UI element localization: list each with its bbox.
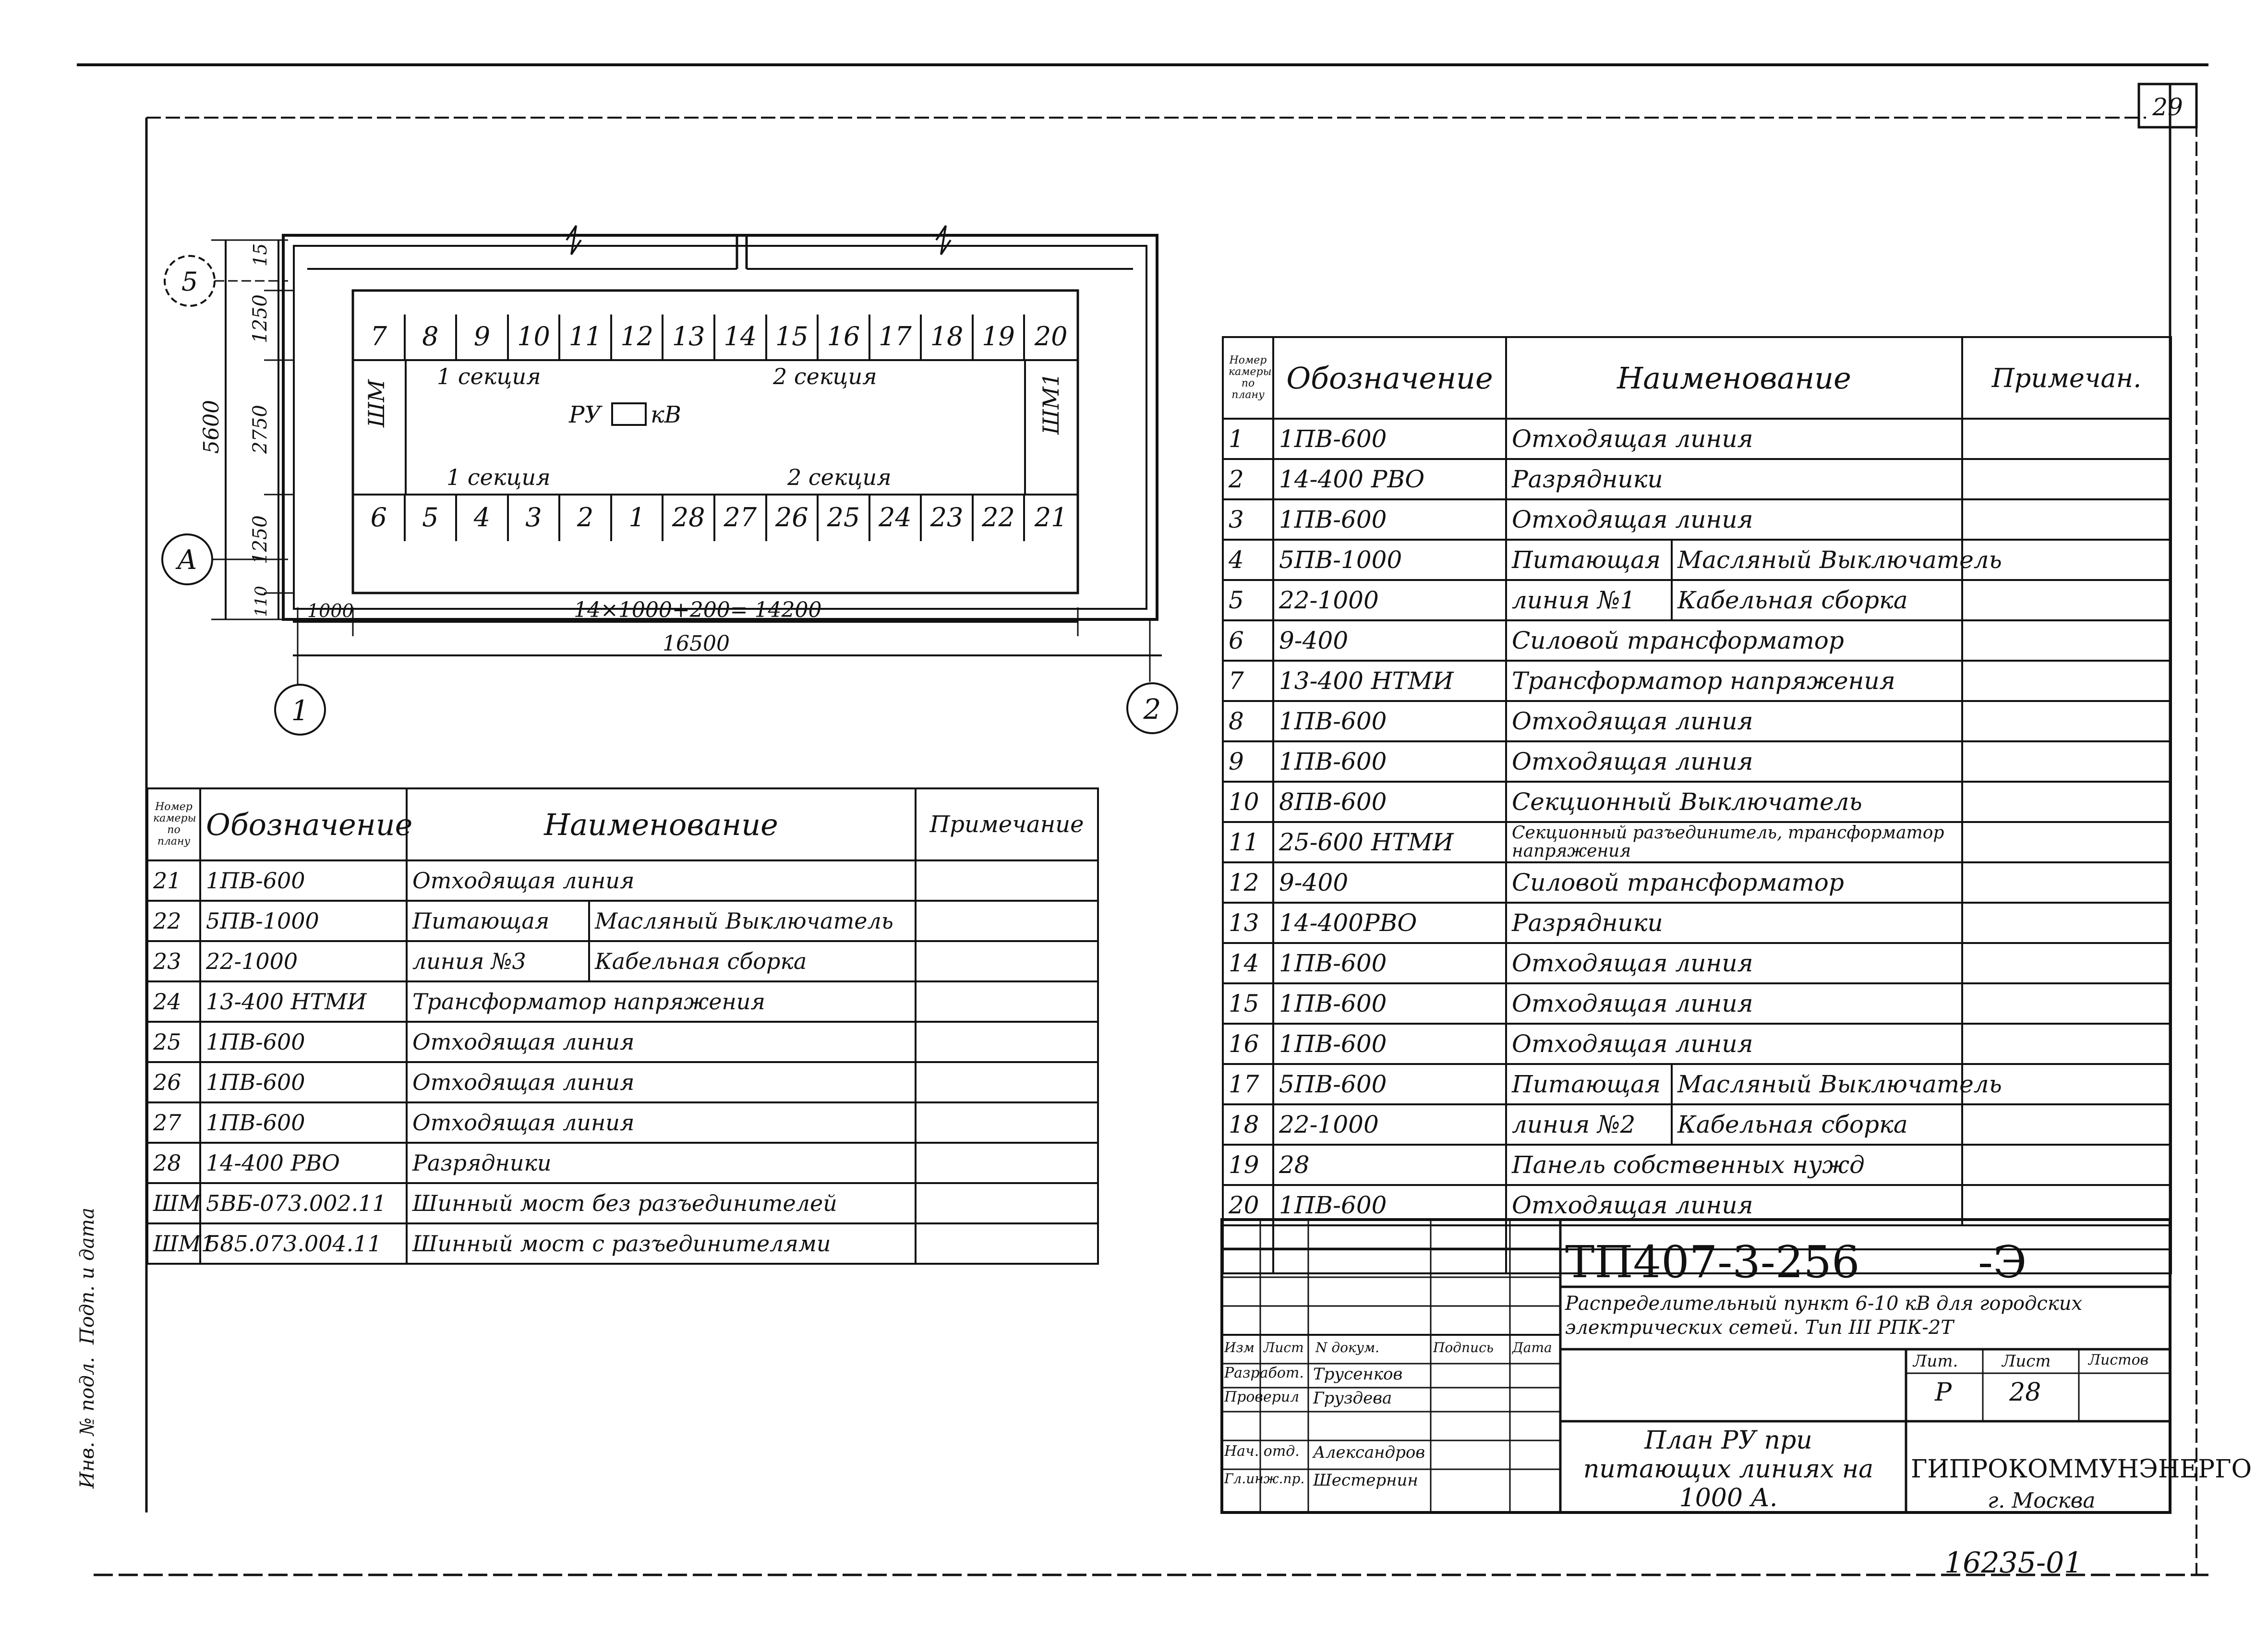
dim-bottom-total: 16500 xyxy=(663,631,730,656)
tb-name-chief: Шестернин xyxy=(1313,1471,1418,1490)
cell-name: Отходящая линия xyxy=(1506,419,1962,459)
tb-col-sign: Подпись xyxy=(1433,1340,1494,1355)
cell-designation: 1ПВ-600 xyxy=(1273,943,1506,983)
cell-note xyxy=(1962,822,2171,862)
cell-name-group: линия №2 xyxy=(1506,1104,1672,1145)
cabinet-number: 19 xyxy=(974,314,1025,360)
table-row xyxy=(1223,1024,2171,1064)
cabinet-number: 26 xyxy=(767,496,819,541)
cabinet-number: 9 xyxy=(457,314,509,360)
cell-name: Отходящая линия xyxy=(1506,741,1962,782)
cell-designation: 14-400 РВО xyxy=(200,1143,407,1183)
table-row xyxy=(1223,1145,2171,1185)
dim-left-total: 5600 xyxy=(199,400,224,454)
cabinet-number: 2 xyxy=(560,496,612,541)
top-cabinet-row xyxy=(354,314,1077,360)
table-row xyxy=(1223,741,2171,782)
cabinet-number: 12 xyxy=(612,314,664,360)
cell-note xyxy=(1962,459,2171,499)
label-shm: ШМ xyxy=(363,379,389,427)
cell-name: Отходящая линия xyxy=(407,1102,916,1143)
cell-designation: 9-400 xyxy=(1273,620,1506,661)
cabinet-number: 5 xyxy=(406,496,458,541)
cell-designation: 9-400 xyxy=(1273,862,1506,903)
cell-num: 3 xyxy=(1223,499,1273,540)
cell-name: Кабельная сборка xyxy=(589,941,916,981)
cell-name: Отходящая линия xyxy=(1506,1185,1962,1225)
label-shm1: ШМ1 xyxy=(1038,373,1064,435)
cell-note xyxy=(916,1223,1098,1264)
side-label-inv: Инв. № подл. xyxy=(76,1357,98,1488)
table-row xyxy=(1223,580,2171,620)
dim-left-top: 15 xyxy=(250,243,271,266)
cell-note xyxy=(1962,1104,2171,1145)
cell-num: 20 xyxy=(1223,1185,1273,1225)
cell-num: ШМ1 xyxy=(147,1223,200,1264)
cell-designation: 1ПВ-600 xyxy=(200,1022,407,1062)
cell-num: 5 xyxy=(1223,580,1273,620)
table-row xyxy=(147,1223,1098,1264)
company-city: г. Москва xyxy=(1988,1488,2096,1513)
sheet-value: 28 xyxy=(2009,1378,2041,1407)
cabinet-number: 18 xyxy=(922,314,974,360)
cell-name: Отходящая линия xyxy=(1506,499,1962,540)
cabinet-number: 6 xyxy=(354,496,406,541)
cell-name: Кабельная сборка xyxy=(1672,1104,1962,1145)
label-section1-top: 1 секция xyxy=(437,363,541,389)
cell-note xyxy=(1962,419,2171,459)
cell-name: Кабельная сборка xyxy=(1672,580,1962,620)
company-name: ГИПРОКОММУНЭНЕРГО xyxy=(1911,1455,2252,1484)
table-row xyxy=(1223,822,2171,862)
tb-col-doc: N докум. xyxy=(1315,1340,1380,1355)
cell-name: Шинный мост без разъединителей xyxy=(407,1183,916,1223)
col-header-designation: Обозначение xyxy=(200,788,407,860)
cell-designation: 1ПВ-600 xyxy=(1273,1024,1506,1064)
cell-num: 14 xyxy=(1223,943,1273,983)
cell-designation: 28 xyxy=(1273,1145,1506,1185)
cell-name: Отходящая линия xyxy=(1506,983,1962,1024)
dim-left-bottom: 110 xyxy=(252,586,271,617)
cell-name: Отходящая линия xyxy=(407,1022,916,1062)
bottom-code: 16235-01 xyxy=(1944,1546,2083,1580)
cell-name: Секционный Выключатель xyxy=(1506,782,1962,822)
cell-name-group: Питающая xyxy=(407,901,589,941)
bottom-cabinet-row xyxy=(354,496,1077,541)
cell-note xyxy=(916,1062,1098,1102)
cabinet-number: 25 xyxy=(819,496,870,541)
cell-num: 17 xyxy=(1223,1064,1273,1104)
cell-note xyxy=(1962,1024,2171,1064)
cabinet-number: 16 xyxy=(819,314,870,360)
cell-note xyxy=(1962,943,2171,983)
table-row xyxy=(1223,983,2171,1024)
cabinet-number: 27 xyxy=(715,496,767,541)
table-row xyxy=(147,901,1098,941)
table-row xyxy=(147,1143,1098,1183)
cabinet-number: 1 xyxy=(612,496,664,541)
cabinet-number: 22 xyxy=(974,496,1025,541)
cell-name: Масляный Выключатель xyxy=(1672,540,1962,580)
sheet-label: Лист xyxy=(2002,1352,2051,1371)
table-row xyxy=(147,1102,1098,1143)
cell-num: 7 xyxy=(1223,661,1273,701)
label-ru: РУ xyxy=(569,401,601,428)
cell-note xyxy=(1962,499,2171,540)
table-row xyxy=(1223,499,2171,540)
spec-table-left xyxy=(146,787,1099,1265)
cabinet-number: 23 xyxy=(922,496,974,541)
cell-num: 9 xyxy=(1223,741,1273,782)
cell-num: ШМ xyxy=(147,1183,200,1223)
label-section2-bottom: 2 секция xyxy=(787,464,892,490)
cell-num: 27 xyxy=(147,1102,200,1143)
cell-name: Отходящая линия xyxy=(1506,1024,1962,1064)
cell-name: Силовой трансформатор xyxy=(1506,862,1962,903)
cabinet-number: 10 xyxy=(509,314,561,360)
cell-designation: 1ПВ-600 xyxy=(200,1102,407,1143)
table-row xyxy=(147,941,1098,981)
axis-1-label: 1 xyxy=(291,694,309,727)
col-header-num: Номер камеры по плану xyxy=(1223,337,1273,419)
axis-a-label: А xyxy=(177,544,198,576)
cell-note xyxy=(916,1183,1098,1223)
cell-num: 18 xyxy=(1223,1104,1273,1145)
cell-designation: 13-400 НТМИ xyxy=(1273,661,1506,701)
cell-name-group: Питающая xyxy=(1506,1064,1672,1104)
building-inner-outline xyxy=(294,246,1146,609)
cell-name: Секционный разъединитель, трансформатор напряжения xyxy=(1506,822,1962,862)
tb-col-izm: Изм xyxy=(1224,1340,1255,1355)
cell-designation: 25-600 НТМИ xyxy=(1273,822,1506,862)
cell-designation: 1ПВ-600 xyxy=(1273,499,1506,540)
cell-num: 24 xyxy=(147,981,200,1022)
tb-role-checker: Проверил xyxy=(1224,1389,1300,1405)
cell-designation: 1ПВ-600 xyxy=(1273,701,1506,741)
cell-designation: 5ПВ-1000 xyxy=(200,901,407,941)
cell-name: Отходящая линия xyxy=(1506,943,1962,983)
table-row xyxy=(1223,903,2171,943)
cell-num: 25 xyxy=(147,1022,200,1062)
cell-name: Отходящая линия xyxy=(407,1062,916,1102)
label-section1-bottom: 1 секция xyxy=(446,464,551,490)
cell-num: 2 xyxy=(1223,459,1273,499)
cell-name: Масляный Выключатель xyxy=(589,901,916,941)
cell-designation: 1ПВ-600 xyxy=(1273,1185,1506,1225)
tb-col-list: Лист xyxy=(1264,1340,1304,1355)
table-row xyxy=(1223,701,2171,741)
cell-note xyxy=(1962,620,2171,661)
cabinet-number: 8 xyxy=(406,314,458,360)
break-mark-2 xyxy=(936,226,951,254)
cell-designation: 5ПВ-1000 xyxy=(1273,540,1506,580)
dim-bottom-small: 1000 xyxy=(307,600,354,621)
cabinet-number: 20 xyxy=(1034,321,1068,351)
cell-num: 28 xyxy=(147,1143,200,1183)
cell-num: 22 xyxy=(147,901,200,941)
cell-num: 10 xyxy=(1223,782,1273,822)
cell-name: Трансформатор напряжения xyxy=(407,981,916,1022)
cell-designation: 8ПВ-600 xyxy=(1273,782,1506,822)
project-title: Распределительный пункт 6-10 кВ для городских электрических сетей. Тип III РПК-2Т xyxy=(1565,1293,2083,1339)
cell-note xyxy=(1962,862,2171,903)
cell-designation: 14-400РВО xyxy=(1273,903,1506,943)
axis-2-label: 2 xyxy=(1143,693,1161,726)
cabinet-number: 11 xyxy=(560,314,612,360)
cabinet-number: 4 xyxy=(457,496,509,541)
cell-name: Шинный мост с разъединителями xyxy=(407,1223,916,1264)
stage-value: Р xyxy=(1935,1378,1952,1407)
label-section2-top: 2 секция xyxy=(773,363,877,389)
cell-num: 12 xyxy=(1223,862,1273,903)
cell-num: 16 xyxy=(1223,1024,1273,1064)
sheets-label: Листов xyxy=(2088,1352,2149,1368)
cell-designation: 1ПВ-600 xyxy=(1273,419,1506,459)
cell-designation: 13-400 НТМИ xyxy=(200,981,407,1022)
cabinet-number: 17 xyxy=(870,314,922,360)
cell-num: 8 xyxy=(1223,701,1273,741)
side-label-sign-date: Подп. и дата xyxy=(76,1208,98,1344)
cell-name: Отходящая линия xyxy=(407,860,916,901)
cell-note xyxy=(916,860,1098,901)
table-row xyxy=(147,981,1098,1022)
table-row xyxy=(1223,620,2171,661)
cell-designation: 22-1000 xyxy=(1273,1104,1506,1145)
cell-name-group: линия №3 xyxy=(407,941,589,981)
cell-note xyxy=(1962,1145,2171,1185)
cell-designation: 22-1000 xyxy=(200,941,407,981)
tb-role-chief: Гл.инж.пр. xyxy=(1224,1471,1305,1487)
cell-note xyxy=(1962,661,2171,701)
cell-note xyxy=(916,901,1098,941)
table-row xyxy=(147,1062,1098,1102)
cell-designation: 1ПВ-600 xyxy=(1273,983,1506,1024)
table-row xyxy=(1223,459,2171,499)
cell-name: Панель собственных нужд xyxy=(1506,1145,1962,1185)
dim-left-1: 1250 xyxy=(249,294,271,343)
tb-name-developer: Трусенков xyxy=(1313,1365,1403,1384)
cabinet-number: 7 xyxy=(354,314,406,360)
tb-name-head: Александров xyxy=(1313,1443,1425,1462)
cabinet-number: 3 xyxy=(509,496,561,541)
cell-num: 26 xyxy=(147,1062,200,1102)
cell-name-group: Питающая xyxy=(1506,540,1672,580)
cell-num: 23 xyxy=(147,941,200,981)
col-header-num: Номер камеры по плану xyxy=(147,788,200,860)
cell-num: 15 xyxy=(1223,983,1273,1024)
table-row xyxy=(1223,943,2171,983)
table-row xyxy=(1223,540,2171,580)
table-row xyxy=(147,860,1098,901)
cell-name: Разрядники xyxy=(1506,459,1962,499)
break-mark-1 xyxy=(567,226,581,254)
cell-name: Разрядники xyxy=(407,1143,916,1183)
cell-designation: 5ВБ-073.002.11 xyxy=(200,1183,407,1223)
col-header-name: Наименование xyxy=(1506,337,1962,419)
sheet-title: План РУ при питающих линиях на 1000 А. xyxy=(1583,1426,1874,1512)
table-row xyxy=(147,1183,1098,1223)
dim-left-3: 1250 xyxy=(249,515,271,564)
cell-name: Трансформатор напряжения xyxy=(1506,661,1962,701)
cell-designation: 14-400 РВО xyxy=(1273,459,1506,499)
cell-note xyxy=(916,941,1098,981)
cabinet-number: 15 xyxy=(767,314,819,360)
cell-designation: 5ПВ-600 xyxy=(1273,1064,1506,1104)
table-row xyxy=(1223,782,2171,822)
table-row xyxy=(1223,1104,2171,1145)
axis-5-label: 5 xyxy=(181,266,198,297)
cell-name-group: линия №1 xyxy=(1506,580,1672,620)
tb-role-developer: Разработ. xyxy=(1224,1365,1304,1381)
cabinet-number: 14 xyxy=(715,314,767,360)
sheet-number: 29 xyxy=(2152,93,2183,121)
label-kv: кВ xyxy=(651,401,681,428)
dim-left-2: 2750 xyxy=(249,405,271,454)
cabinet-number: 21 xyxy=(1034,502,1068,532)
cell-designation: 585.073.004.11 xyxy=(200,1223,407,1264)
doc-suffix: -Э xyxy=(1978,1236,2027,1288)
cell-num: 19 xyxy=(1223,1145,1273,1185)
tb-col-date: Дата xyxy=(1512,1340,1552,1355)
dim-bottom-mid: 14×1000+200= 14200 xyxy=(574,598,822,622)
cell-note xyxy=(1962,782,2171,822)
cell-note xyxy=(916,1022,1098,1062)
cell-note xyxy=(916,1102,1098,1143)
cabinet-number: 24 xyxy=(870,496,922,541)
col-header-note: Примечан. xyxy=(1962,337,2171,419)
cell-name: Масляный Выключатель xyxy=(1672,1064,1962,1104)
cell-name: Разрядники xyxy=(1506,903,1962,943)
col-header-note: Примечание xyxy=(916,788,1098,860)
cell-note xyxy=(1962,701,2171,741)
cell-name: Силовой трансформатор xyxy=(1506,620,1962,661)
cell-designation: 1ПВ-600 xyxy=(200,860,407,901)
cabinet-number: 13 xyxy=(664,314,715,360)
cell-designation: 22-1000 xyxy=(1273,580,1506,620)
cell-note xyxy=(916,1143,1098,1183)
cell-num: 11 xyxy=(1223,822,1273,862)
cell-name: Отходящая линия xyxy=(1506,701,1962,741)
doc-code: ТП407-3-256 xyxy=(1565,1236,1860,1288)
cell-designation: 1ПВ-600 xyxy=(1273,741,1506,782)
table-row xyxy=(1223,419,2171,459)
cabinet-number: 28 xyxy=(664,496,715,541)
cell-designation: 1ПВ-600 xyxy=(200,1062,407,1102)
table-row xyxy=(1223,1064,2171,1104)
cell-note xyxy=(1962,580,2171,620)
cell-note xyxy=(1962,983,2171,1024)
spec-table-right xyxy=(1222,336,2172,1274)
tb-role-head: Нач. отд. xyxy=(1224,1443,1300,1460)
cell-note xyxy=(916,981,1098,1022)
table-row xyxy=(147,1022,1098,1062)
col-header-name: Наименование xyxy=(407,788,916,860)
cell-num: 21 xyxy=(147,860,200,901)
cell-num: 13 xyxy=(1223,903,1273,943)
ru-voltage-box xyxy=(612,403,646,425)
tb-name-checker: Груздева xyxy=(1313,1389,1392,1408)
table-row xyxy=(1223,862,2171,903)
cell-num: 1 xyxy=(1223,419,1273,459)
cell-note xyxy=(1962,903,2171,943)
table-row xyxy=(1223,661,2171,701)
cell-num: 6 xyxy=(1223,620,1273,661)
stage-label: Лит. xyxy=(1913,1352,1958,1371)
col-header-designation: Обозначение xyxy=(1273,337,1506,419)
cell-note xyxy=(1962,741,2171,782)
cell-num: 4 xyxy=(1223,540,1273,580)
